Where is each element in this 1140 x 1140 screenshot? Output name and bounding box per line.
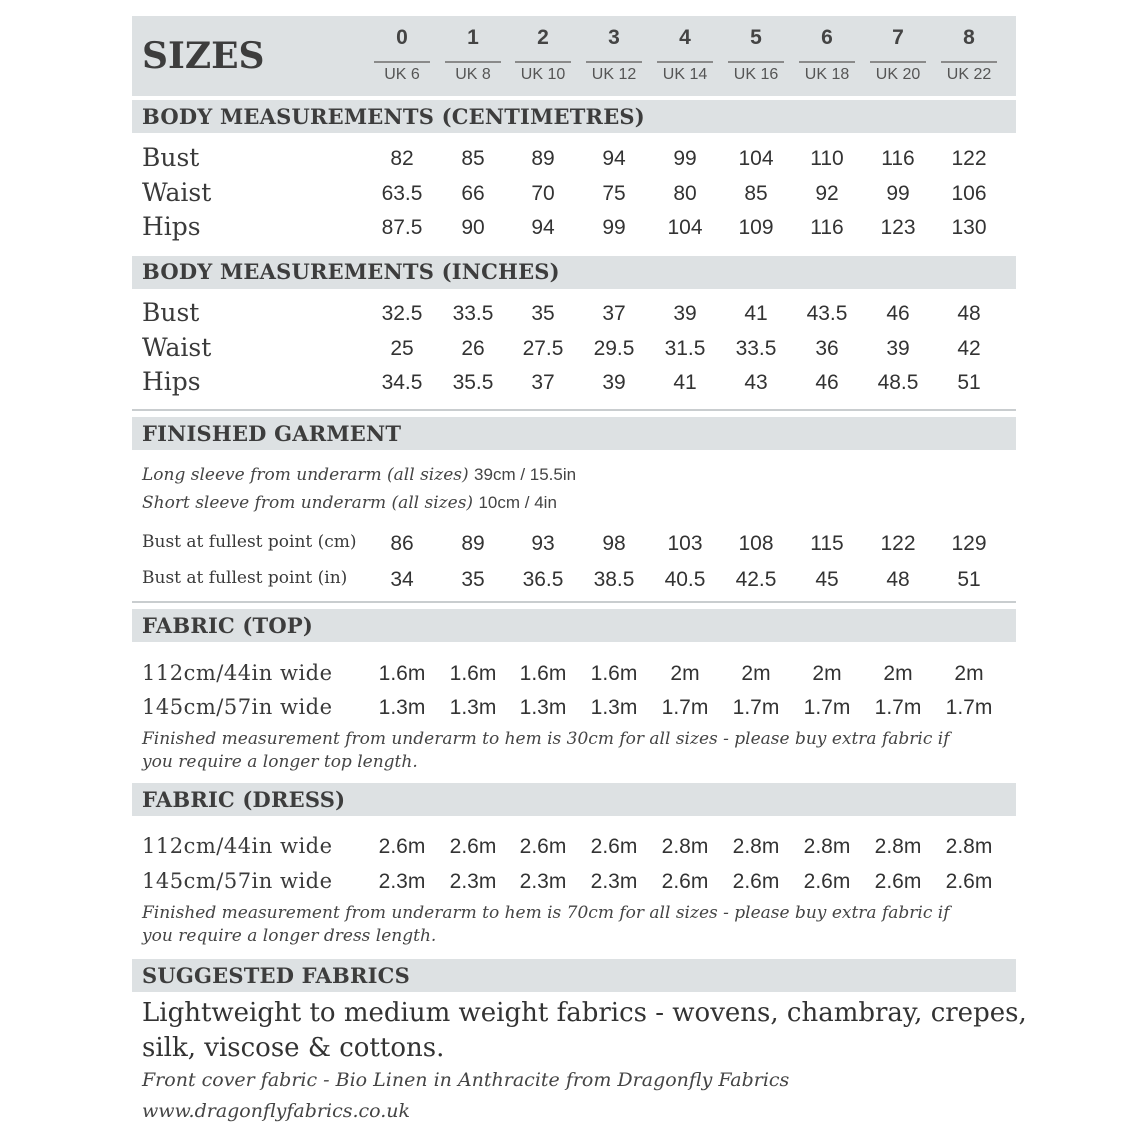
fabric-dress-cell: 2.6m xyxy=(519,835,567,858)
finished-cell: 129 xyxy=(951,532,987,555)
body-cm-cell: 92 xyxy=(815,182,839,205)
uk-size: UK 16 xyxy=(733,66,779,83)
fabric-top-cell: 2m xyxy=(670,662,700,685)
finished-cell: 98 xyxy=(602,532,626,555)
fabric-top-cell: 1.6m xyxy=(519,662,567,685)
body-in-cell: 39 xyxy=(673,302,697,325)
cover-note: Front cover fabric - Bio Linen in Anthracite from Dragonfly Fabrics xyxy=(142,1069,790,1091)
body-cm-cell: 123 xyxy=(880,216,916,239)
finished-cell: 48 xyxy=(886,568,910,591)
body-cm-cell: 99 xyxy=(886,182,910,205)
uk-size: UK 18 xyxy=(804,66,850,83)
body-in-cell: 43.5 xyxy=(806,302,848,325)
body-cm-cell: 82 xyxy=(390,147,414,170)
body-in-cell: 46 xyxy=(815,371,839,394)
body-cm-title: BODY MEASUREMENTS (CENTIMETRES) xyxy=(142,104,645,129)
uk-underline xyxy=(515,61,571,63)
size-number: 4 xyxy=(679,26,691,49)
fabric-dress-cell: 2.6m xyxy=(590,835,638,858)
body-cm-cell: 70 xyxy=(531,182,555,205)
uk-underline xyxy=(870,61,926,63)
fabric-top-cell: 2m xyxy=(741,662,771,685)
body-in-cell: 43 xyxy=(744,371,768,394)
finished-cell: 35 xyxy=(461,568,485,591)
fabric-top-cell: 2m xyxy=(954,662,984,685)
fabric-top-note-line1: Finished measurement from underarm to hem is 30cm for all sizes - please buy extra fabric if xyxy=(142,729,950,749)
body-in-cell: 33.5 xyxy=(735,337,777,360)
fabric-dress-note-line1: Finished measurement from underarm to hem is 70cm for all sizes - please buy extra fabric if xyxy=(142,903,950,923)
body-in-title: BODY MEASUREMENTS (INCHES) xyxy=(142,259,560,284)
long-sleeve-label: Long sleeve from underarm (all sizes) xyxy=(142,465,469,485)
size-number: 6 xyxy=(821,26,833,49)
body-in-cell: 51 xyxy=(957,371,981,394)
body-in-cell: 48 xyxy=(957,302,981,325)
uk-underline xyxy=(799,61,855,63)
fabric-top-cell: 2m xyxy=(812,662,842,685)
fabric-dress-row-label: 112cm/44in wide xyxy=(142,834,333,858)
body-in-cell: 35.5 xyxy=(452,371,494,394)
fabric-dress-cell: 2.6m xyxy=(874,870,922,893)
fabric-dress-cell: 2.6m xyxy=(732,870,780,893)
suggested-line2: silk, viscose & cottons. xyxy=(142,1033,445,1063)
fabric-top-cell: 1.6m xyxy=(378,662,426,685)
fabric-dress-cell: 2.8m xyxy=(661,835,709,858)
short-sleeve-label: Short sleeve from underarm (all sizes) xyxy=(142,493,474,513)
body-cm-cell: 106 xyxy=(951,182,987,205)
body-cm-cell: 75 xyxy=(602,182,626,205)
uk-size: UK 6 xyxy=(384,66,420,83)
fabric-top-cell: 1.7m xyxy=(945,696,993,719)
fabric-dress-cell: 2.3m xyxy=(449,870,497,893)
fabric-dress-cell: 2.6m xyxy=(449,835,497,858)
fabric-top-row-label: 112cm/44in wide xyxy=(142,661,333,685)
size-number: 2 xyxy=(537,26,549,49)
body-in-row-label: Waist xyxy=(142,333,212,362)
body-cm-cell: 99 xyxy=(602,216,626,239)
finished-cell: 51 xyxy=(957,568,981,591)
body-cm-cell: 94 xyxy=(531,216,555,239)
sizes-title: SIZES xyxy=(142,35,265,77)
short-sleeve-note xyxy=(142,493,557,513)
fabric-top-cell: 2m xyxy=(883,662,913,685)
body-in-row-label: Hips xyxy=(142,367,201,396)
fabric-dress-cell: 2.6m xyxy=(803,870,851,893)
suggested-line1: Lightweight to medium weight fabrics - wovens, chambray, crepes, xyxy=(142,998,1027,1028)
fabric-top-cell: 1.7m xyxy=(661,696,709,719)
size-number: 8 xyxy=(963,26,975,49)
body-in-cell: 34.5 xyxy=(381,371,423,394)
body-cm-row-label: Waist xyxy=(142,178,212,207)
fabric-top-title: FABRIC (TOP) xyxy=(142,613,314,638)
body-in-cell: 37 xyxy=(531,371,555,394)
body-cm-cell: 89 xyxy=(531,147,555,170)
finished-cell: 103 xyxy=(667,532,703,555)
finished-cell: 86 xyxy=(390,532,414,555)
fabric-dress-cell: 2.6m xyxy=(945,870,993,893)
fabric-dress-cell: 2.3m xyxy=(378,870,426,893)
finished-cell: 42.5 xyxy=(735,568,777,591)
size-number: 5 xyxy=(750,26,762,49)
fabric-top-cell: 1.7m xyxy=(803,696,851,719)
website-link[interactable]: www.dragonflyfabrics.co.uk xyxy=(142,1100,411,1122)
body-in-cell: 26 xyxy=(461,337,485,360)
body-in-cell: 41 xyxy=(744,302,768,325)
fabric-top-cell: 1.3m xyxy=(378,696,426,719)
fabric-top-cell: 1.7m xyxy=(874,696,922,719)
body-cm-cell: 109 xyxy=(738,216,774,239)
suggested-title: SUGGESTED FABRICS xyxy=(142,963,410,988)
uk-underline xyxy=(374,61,430,63)
fabric-dress-cell: 2.3m xyxy=(590,870,638,893)
finished-cell: 34 xyxy=(390,568,414,591)
divider xyxy=(132,601,1016,603)
body-in-cell: 39 xyxy=(602,371,626,394)
finished-cell: 36.5 xyxy=(522,568,564,591)
fabric-top-cell: 1.3m xyxy=(590,696,638,719)
body-cm-cell: 90 xyxy=(461,216,485,239)
uk-underline xyxy=(941,61,997,63)
fabric-dress-cell: 2.8m xyxy=(945,835,993,858)
finished-row-label: Bust at fullest point (in) xyxy=(142,568,348,588)
body-in-cell: 25 xyxy=(390,337,414,360)
uk-size: UK 12 xyxy=(591,66,637,83)
fabric-dress-row-label: 145cm/57in wide xyxy=(142,869,333,893)
body-in-cell: 32.5 xyxy=(381,302,423,325)
finished-cell: 38.5 xyxy=(593,568,635,591)
body-in-cell: 39 xyxy=(886,337,910,360)
finished-cell: 89 xyxy=(461,532,485,555)
fabric-top-cell: 1.3m xyxy=(449,696,497,719)
fabric-dress-cell: 2.6m xyxy=(378,835,426,858)
finished-row-label: Bust at fullest point (cm) xyxy=(142,532,357,552)
body-cm-cell: 104 xyxy=(738,147,774,170)
fabric-dress-cell: 2.8m xyxy=(803,835,851,858)
finished-cell: 40.5 xyxy=(664,568,706,591)
body-cm-cell: 85 xyxy=(744,182,768,205)
body-cm-cell: 122 xyxy=(951,147,987,170)
finished-title: FINISHED GARMENT xyxy=(142,421,402,446)
fabric-top-cell: 1.3m xyxy=(519,696,567,719)
body-in-cell: 37 xyxy=(602,302,626,325)
body-cm-cell: 66 xyxy=(461,182,485,205)
body-in-cell: 36 xyxy=(815,337,839,360)
body-cm-cell: 116 xyxy=(881,147,915,170)
divider xyxy=(132,409,1016,411)
uk-size: UK 22 xyxy=(946,66,992,83)
long-sleeve-note xyxy=(142,465,576,485)
body-in-cell: 33.5 xyxy=(452,302,494,325)
uk-underline xyxy=(445,61,501,63)
uk-underline xyxy=(728,61,784,63)
body-in-cell: 42 xyxy=(957,337,981,360)
short-sleeve-value: 10cm / 4in xyxy=(478,493,557,512)
size-number: 7 xyxy=(892,26,904,49)
fabric-top-cell: 1.6m xyxy=(449,662,497,685)
fabric-dress-title: FABRIC (DRESS) xyxy=(142,787,346,812)
fabric-dress-cell: 2.8m xyxy=(874,835,922,858)
size-number: 0 xyxy=(396,26,408,49)
body-cm-cell: 80 xyxy=(673,182,697,205)
fabric-top-row-label: 145cm/57in wide xyxy=(142,695,333,719)
body-in-cell: 27.5 xyxy=(522,337,564,360)
body-in-row-label: Bust xyxy=(142,298,200,327)
size-number: 3 xyxy=(608,26,620,49)
size-number: 1 xyxy=(467,26,479,49)
long-sleeve-value: 39cm / 15.5in xyxy=(474,465,577,484)
finished-cell: 122 xyxy=(880,532,916,555)
body-cm-cell: 99 xyxy=(673,147,697,170)
body-cm-row-label: Hips xyxy=(142,212,201,241)
body-cm-cell: 110 xyxy=(810,147,844,170)
body-cm-cell: 130 xyxy=(951,216,987,239)
body-cm-cell: 104 xyxy=(667,216,703,239)
finished-cell: 93 xyxy=(531,532,555,555)
finished-cell: 45 xyxy=(815,568,839,591)
body-cm-cell: 87.5 xyxy=(381,216,423,239)
uk-size: UK 14 xyxy=(662,66,708,83)
fabric-top-cell: 1.6m xyxy=(590,662,638,685)
body-cm-cell: 85 xyxy=(461,147,485,170)
fabric-top-note-line2: you require a longer top length. xyxy=(142,752,418,772)
body-in-cell: 41 xyxy=(673,371,697,394)
fabric-dress-cell: 2.6m xyxy=(661,870,709,893)
body-in-cell: 35 xyxy=(531,302,555,325)
uk-size: UK 10 xyxy=(520,66,566,83)
body-cm-row-label: Bust xyxy=(142,143,200,172)
body-cm-cell: 63.5 xyxy=(381,182,423,205)
fabric-dress-note-line2: you require a longer dress length. xyxy=(142,926,437,946)
body-in-cell: 48.5 xyxy=(877,371,919,394)
body-in-cell: 31.5 xyxy=(664,337,706,360)
fabric-dress-cell: 2.3m xyxy=(519,870,567,893)
body-in-cell: 46 xyxy=(886,302,910,325)
uk-size: UK 20 xyxy=(875,66,921,83)
body-in-cell: 29.5 xyxy=(593,337,635,360)
body-cm-cell: 116 xyxy=(810,216,844,239)
uk-underline xyxy=(657,61,713,63)
finished-cell: 108 xyxy=(738,532,774,555)
fabric-top-cell: 1.7m xyxy=(732,696,780,719)
finished-cell: 115 xyxy=(810,532,844,555)
fabric-dress-cell: 2.8m xyxy=(732,835,780,858)
uk-size: UK 8 xyxy=(455,66,491,83)
uk-underline xyxy=(586,61,642,63)
body-cm-cell: 94 xyxy=(602,147,626,170)
